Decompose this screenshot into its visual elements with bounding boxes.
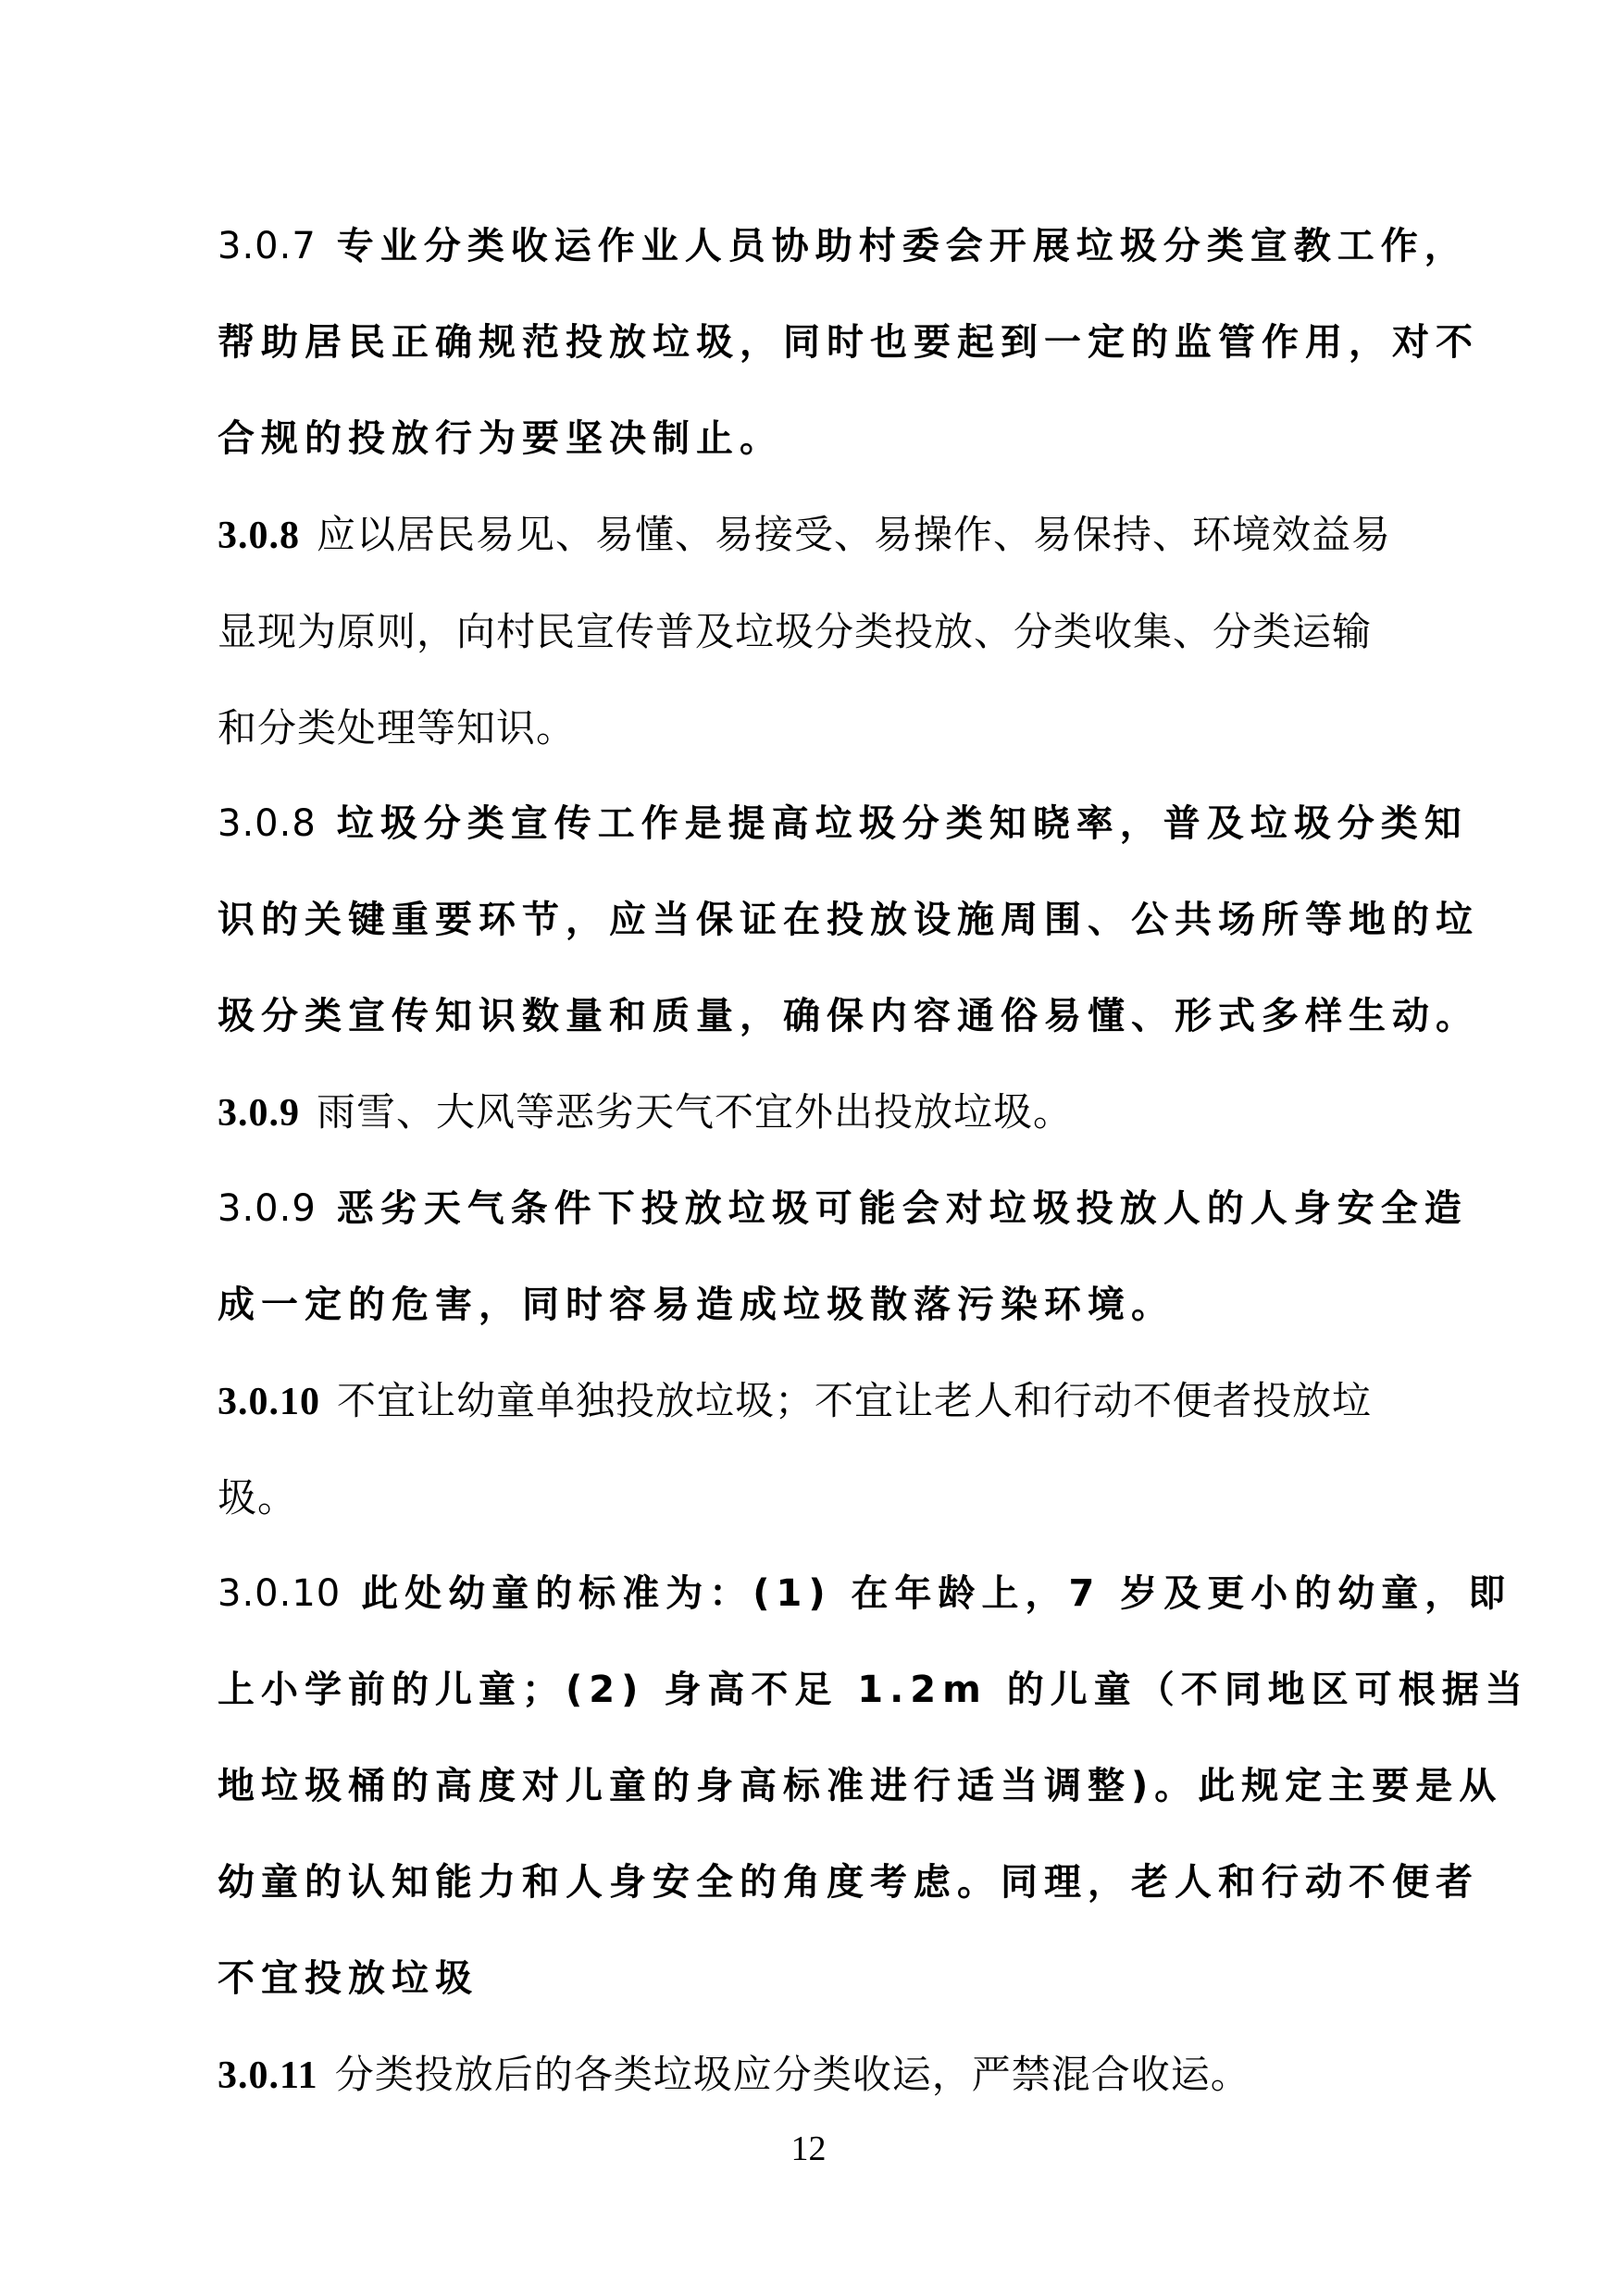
commentary-3-0-9: [218, 1160, 1468, 1353]
paragraph-line: [218, 487, 1402, 584]
paragraph-text: 应以居民易见、易懂、易接受、易操作、易保持、环境效益易: [317, 512, 1392, 557]
paragraph-line: 地垃圾桶的高度对儿童的身高标准进行适当调整)。此规定主要是从: [218, 1765, 1503, 1807]
paragraph-text: 此处幼童的标准为：(1) 在年龄上，7 岁及更小的幼童，即: [361, 1572, 1512, 1615]
paragraph-line: [218, 198, 1468, 294]
paragraph-line: [218, 1160, 1468, 1257]
paragraph-text: 垃圾分类宣传工作是提高垃圾分类知晓率，普及垃圾分类知: [336, 802, 1468, 845]
provision-3-0-8: [218, 487, 1402, 776]
paragraph-line: 合规的投放行为要坚决制止。: [218, 417, 783, 460]
paragraph-line: 和分类处理等知识。: [218, 705, 577, 751]
clause-number: 3.0.9: [218, 1092, 300, 1135]
paragraph-line: 上小学前的儿童；(2) 身高不足 1.2m 的儿童（不同地区可根据当: [218, 1669, 1529, 1711]
paragraph-line: 幼童的认知能力和人身安全的角度考虑。同理，老人和行动不便者: [218, 1861, 1479, 1904]
paragraph-line: 显现为原则，向村民宣传普及垃圾分类投放、分类收集、分类运输: [218, 609, 1373, 654]
paragraph-text: 专业分类收运作业人员协助村委会开展垃圾分类宣教工作，: [336, 225, 1468, 267]
clause-number: 3.0.10: [218, 1381, 320, 1423]
paragraph-line: 圾分类宣传知识数量和质量，确保内容通俗易懂、形式多样生动。: [218, 995, 1479, 1037]
paragraph-line: 帮助居民正确规范投放垃圾，同时也要起到一定的监管作用，对不: [218, 321, 1479, 364]
paragraph-text: 雨雪、大风等恶劣天气不宜外出投放垃圾。: [317, 1089, 1074, 1135]
paragraph-line: 不宜投放垃圾: [218, 1957, 479, 2000]
paragraph-line: [218, 1064, 1402, 1161]
page-number: 12: [790, 2129, 827, 2168]
paragraph-line: [218, 2027, 1402, 2124]
paragraph-line: [218, 1353, 1402, 1450]
clause-number: 3.0.7: [218, 225, 317, 267]
paragraph-line: 成一定的危害，同时容易造成垃圾散落污染环境。: [218, 1284, 1175, 1326]
paragraph-line: 识的关键重要环节，应当保证在投放设施周围、公共场所等地的垃: [218, 899, 1479, 941]
provision-3-0-11: [218, 2027, 1402, 2124]
commentary-3-0-8: [218, 776, 1479, 1064]
provision-3-0-9: [218, 1064, 1402, 1161]
clause-number: 3.0.10: [218, 1572, 342, 1615]
clause-number: 3.0.11: [218, 2054, 318, 2097]
commentary-3-0-10: [218, 1545, 1529, 2027]
paragraph-line: 圾。: [218, 1475, 298, 1520]
provision-3-0-10: [218, 1353, 1402, 1546]
paragraph-line: [218, 776, 1468, 872]
paragraph-text: 恶劣天气条件下投放垃圾可能会对垃圾投放人的人身安全造: [336, 1187, 1468, 1230]
clause-number: 3.0.9: [218, 1187, 317, 1230]
paragraph-line: [218, 1545, 1512, 1642]
paragraph-text: 不宜让幼童单独投放垃圾；不宜让老人和行动不便者投放垃: [337, 1378, 1373, 1423]
clause-number: 3.0.8: [218, 802, 317, 845]
clause-number: 3.0.8: [218, 515, 300, 557]
commentary-3-0-7: [218, 198, 1479, 487]
paragraph-text: 分类投放后的各类垃圾应分类收运，严禁混合收运。: [334, 2052, 1250, 2097]
